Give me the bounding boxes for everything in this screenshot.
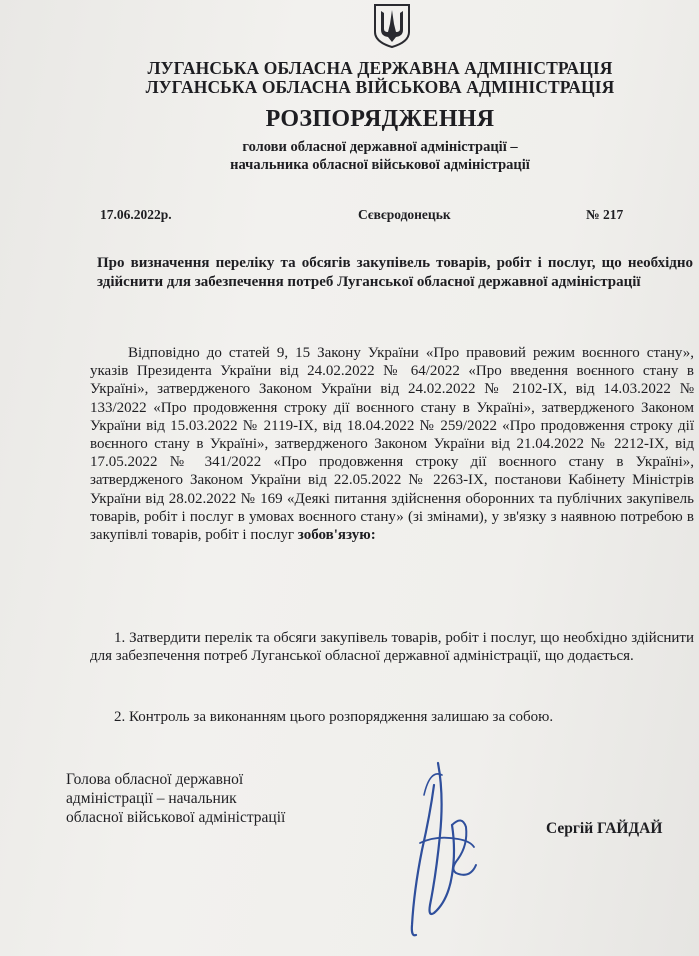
signer-position-line-3: обласної військової адміністрації xyxy=(66,809,286,826)
subtitle-line-1: голови обласної державної адміністрації – xyxy=(242,139,518,155)
document-date: 17.06.2022р. xyxy=(100,207,172,222)
document-city: Сєвєродонецьк xyxy=(358,207,451,222)
order-item-1: 1. Затвердити перелік та обсяги закупівель товарів, робіт і послуг, що необхідно здійснити для забезпечення потреб Луганської обласної державної адміністрації, що додається. xyxy=(90,630,694,665)
order-item-2: 2. Контроль за виконанням цього розпорядження залишаю за собою. xyxy=(114,709,554,725)
decree-word: зобов'язую: xyxy=(297,527,376,544)
preamble-text: Відповідно до статей 9, 15 Закону України «Про правовий режим воєнного стану», указів Президента України від 24.02.2022 № 64/2022 «Про введення воєнного стану в Україні», затвердженого Законом України від 24.02.2022 № 2102-IX, від 14.03.2022 № 133/2022 «Про продовження строку дії воєнного стану в Україні», затвердженого Законом України від 15.03.2022 № 2119-IX, від 18.04.2022 № 259/2022 «Про продовження строку дії воєнного стану в Україні», затвердженого Законом України від 21.04.2022 № 2212-IX, від 17.05.2022 № 341/2022 «Про продовження строку дії воєнного стану в Україні», затвердженого Законом України від 22.05.2022 № 2263-IX, постанови Кабінету Міністрів України від 28.02.2022 № 169 «Деякі питання здійснення оборонних та публічних закупівель товарів, робіт і послуг в умовах воєнного стану» (зі змінами), у зв'язку з наявною потребою в закупівлі товарів, робіт і послуг xyxy=(90,345,694,544)
handwritten-signature-icon xyxy=(400,755,490,945)
document-subject: Про визначення переліку та обсягів закупівель товарів, робіт і послуг, що необхідно здійснити для забезпечення потреб Луганської обласної державної адміністрації xyxy=(97,255,693,290)
tryzub-emblem-icon xyxy=(372,2,412,48)
subtitle-line-2: начальника обласної військової адміністрації xyxy=(230,157,530,173)
org-line-1: ЛУГАНСЬКА ОБЛАСНА ДЕРЖАВНА АДМІНІСТРАЦІЯ xyxy=(147,58,613,78)
signer-position-line-1: Голова обласної державної xyxy=(66,771,244,788)
signer-name: Сергій ГАЙДАЙ xyxy=(546,820,663,837)
preamble-paragraph xyxy=(90,344,694,544)
signer-position-line-2: адміністрації – начальник xyxy=(66,790,237,807)
signer-position xyxy=(66,770,396,827)
document-number: № 217 xyxy=(586,207,624,222)
org-line-2: ЛУГАНСЬКА ОБЛАСНА ВІЙСЬКОВА АДМІНІСТРАЦІЯ xyxy=(145,77,615,97)
document-type-title: РОЗПОРЯДЖЕННЯ xyxy=(265,106,495,132)
